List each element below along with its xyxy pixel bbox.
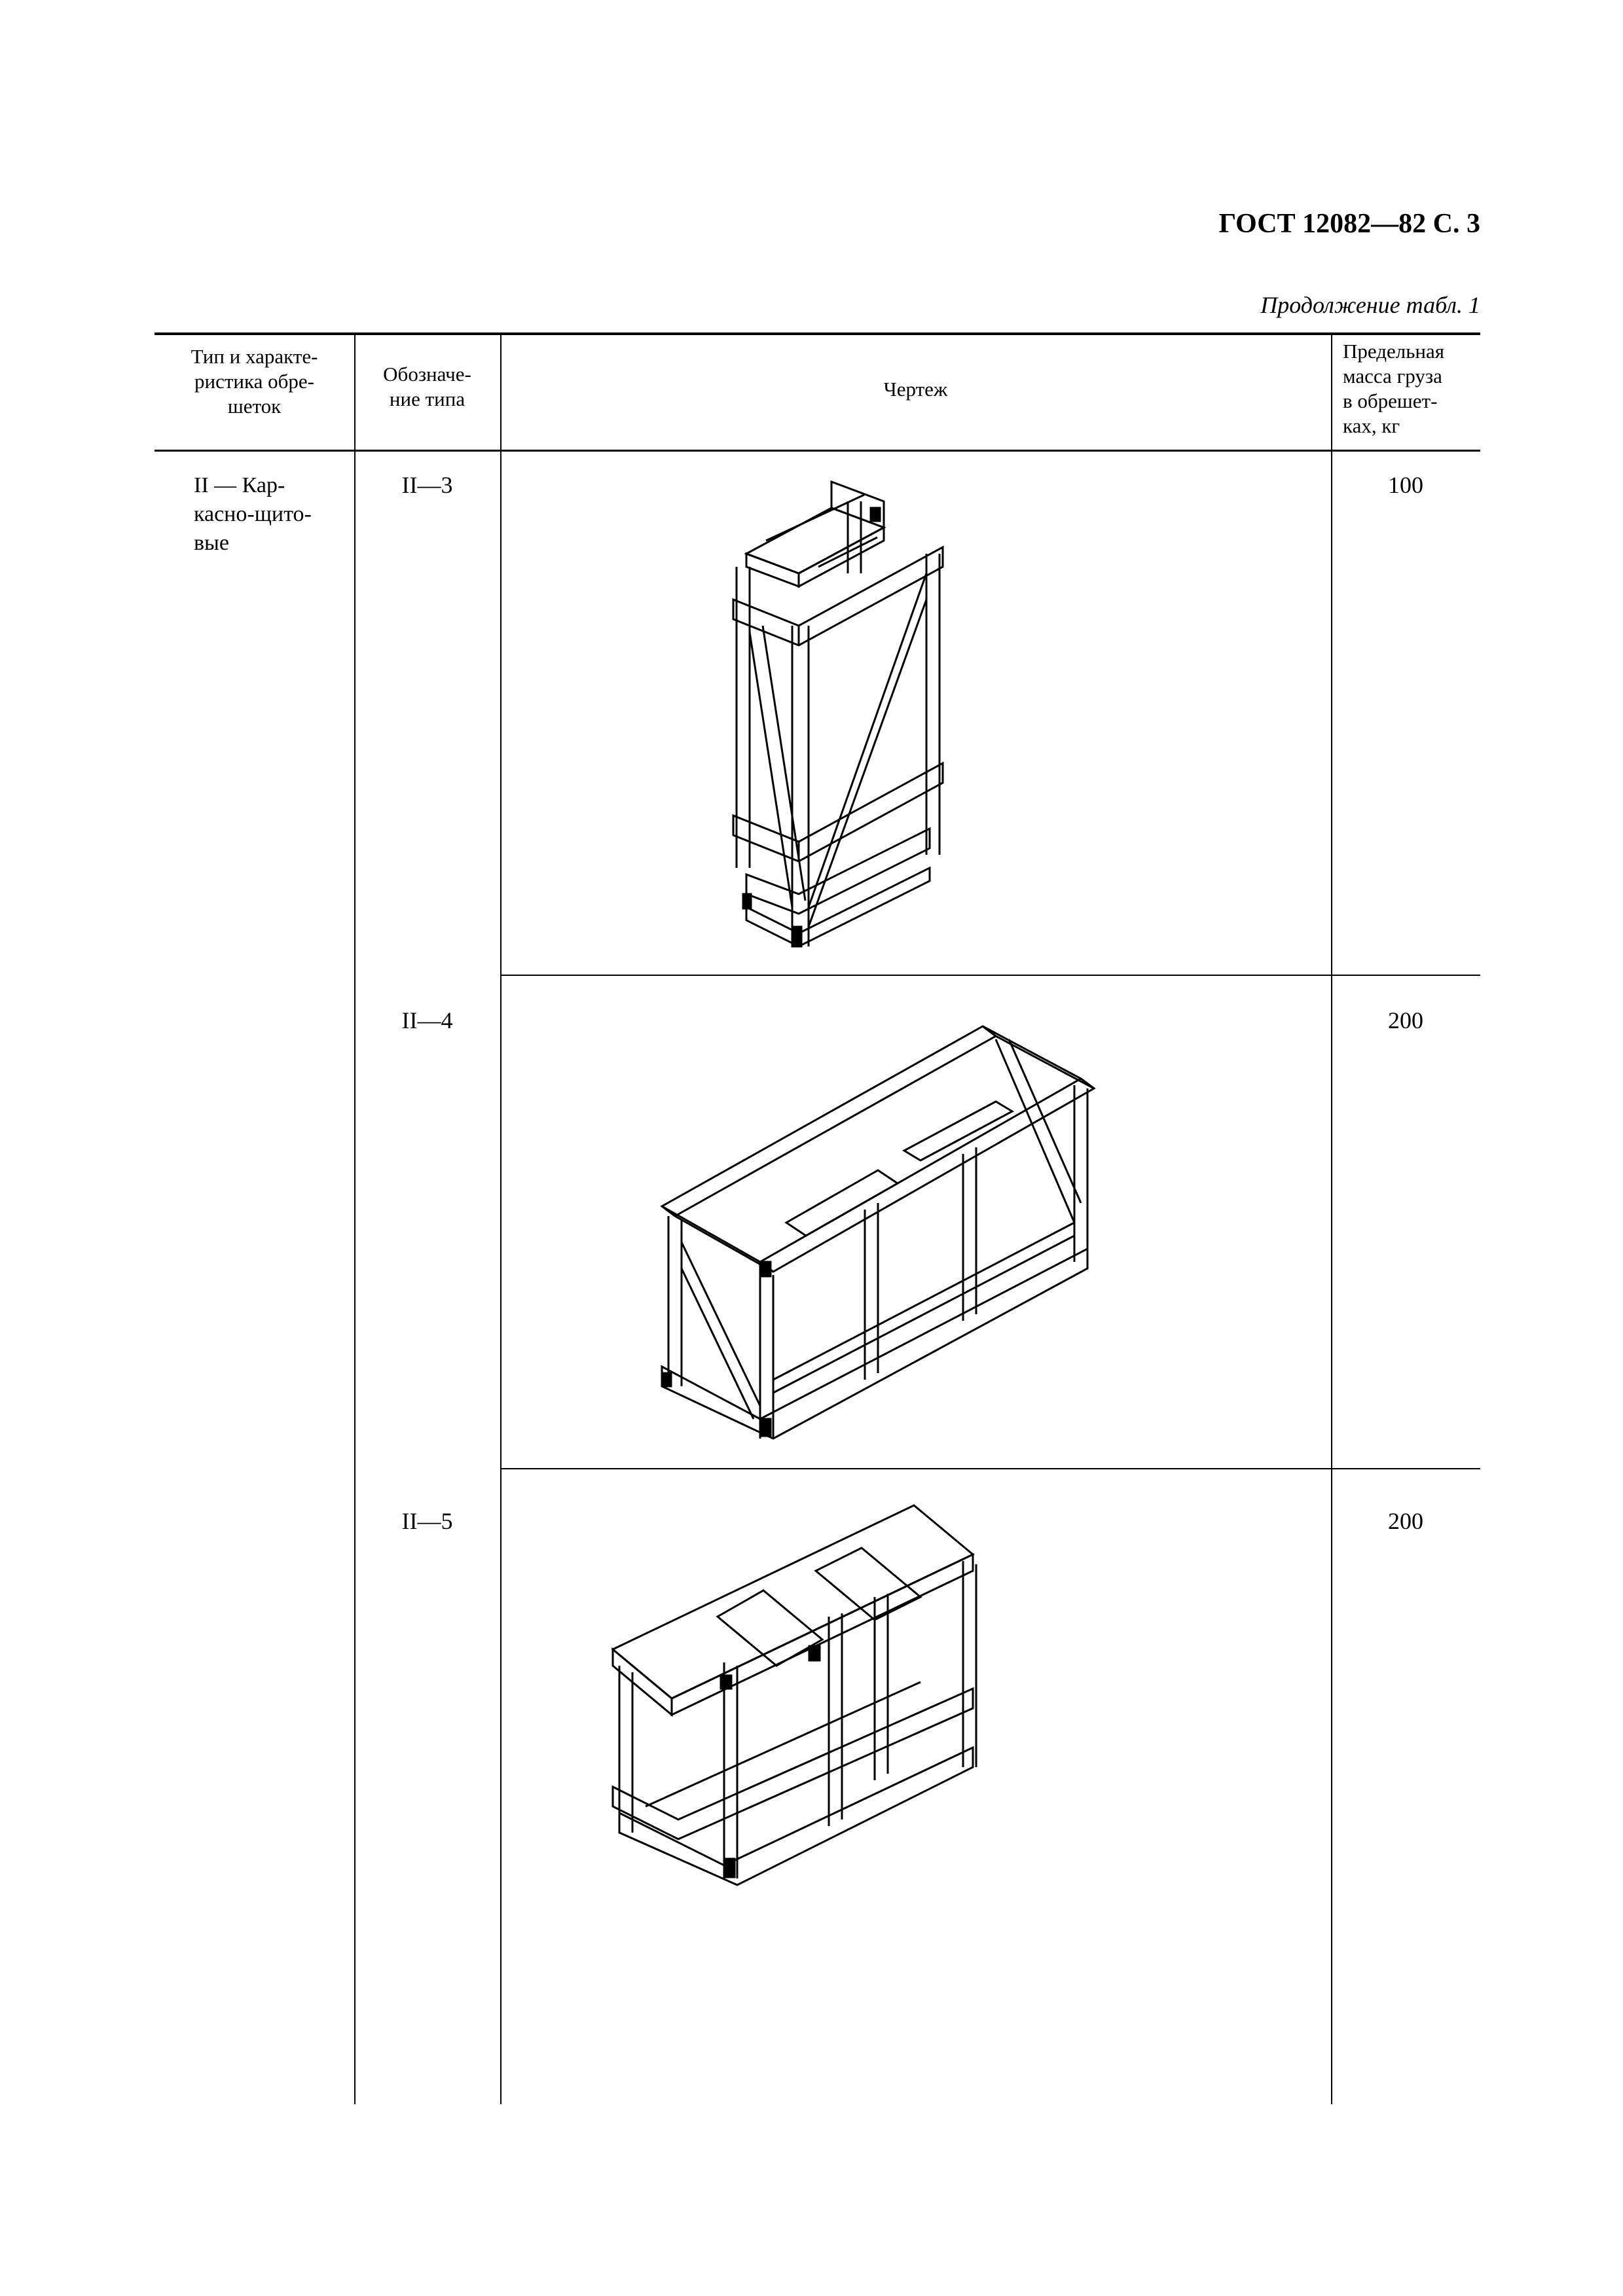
column-header-max-mass: Предельная масса груза в обрешет- ках, кг — [1343, 340, 1444, 437]
column-divider — [354, 332, 356, 2104]
page-header-standard: ГОСТ 12082—82 С. 3 — [1218, 209, 1480, 239]
row-divider — [500, 975, 1480, 976]
column-header-designation: Обозначе- ние типа — [383, 363, 471, 410]
table-continuation-note: Продолжение табл. 1 — [1260, 292, 1480, 318]
long-banded-crate-drawing — [606, 1499, 1065, 1892]
designation-cell: II—4 — [401, 1007, 453, 1033]
tall-crate-drawing — [720, 475, 982, 960]
column-divider — [1331, 332, 1332, 2104]
table-top-rule — [155, 332, 1480, 335]
max-mass-cell: 100 — [1388, 472, 1423, 498]
row-divider — [500, 1468, 1480, 1469]
max-mass-cell: 200 — [1388, 1007, 1423, 1033]
long-diagonal-crate-drawing — [655, 987, 1153, 1458]
designation-cell: II—5 — [401, 1508, 453, 1534]
column-divider — [500, 332, 501, 2104]
crate-types-table — [155, 332, 1480, 2104]
column-header-drawing: Чертеж — [883, 378, 948, 401]
max-mass-cell: 200 — [1388, 1508, 1423, 1534]
table-header-rule — [155, 450, 1480, 452]
column-header-type: Тип и характе- ристика обре- шеток — [191, 345, 318, 418]
designation-cell: II—3 — [401, 472, 453, 498]
type-characteristic: II — Кар- касно-щито- вые — [194, 473, 312, 555]
